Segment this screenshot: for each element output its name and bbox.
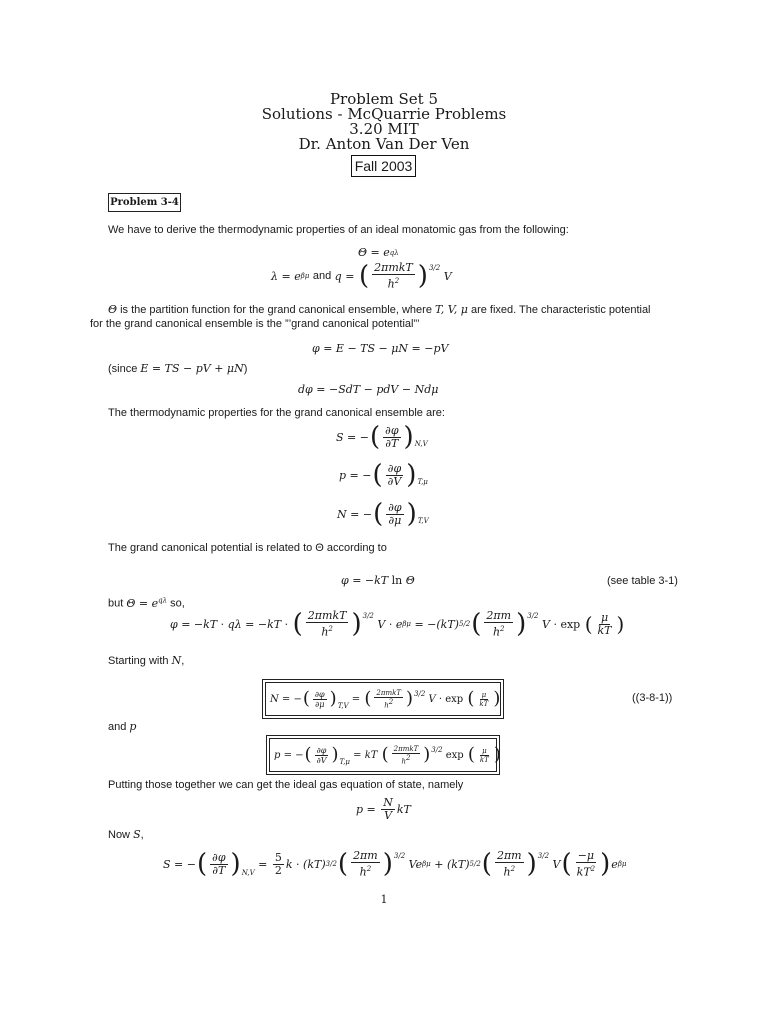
together-paragraph: Putting those together we can get the ideal gas equation of state, namely — [108, 779, 464, 791]
equation-pressure-def: p = − ( $\frac{\partial\varphi}{\partial V}$ ) T,μ — [339, 460, 428, 490]
equation-ideal-gas: p = $\frac{N}{V}$ kT — [356, 796, 411, 822]
document-subtitle: Solutions - McQuarrie Problems — [261, 105, 507, 123]
intro-paragraph: We have to derive the thermodynamic properties of an ideal monatomic gas from the following: — [108, 224, 569, 236]
page-number: 1 — [380, 893, 388, 906]
grand-paragraph-line1: Θ is the partition function for the grand canonical ensemble, where T, V, μ are fixed. The characteristic potential — [108, 303, 651, 316]
equation-phi-expanded: φ = − kT · qλ = − kT · ( $\frac{\text{2πmkT}}{h^2}$ ) $^{3/2}$ V · e βμ = − (kT) 5/2 ( $\frac{2\pi m}{h^2}$ ) $^{3/2}$ V · exp ( $\frac{\mu}{kT}$ ) — [170, 609, 625, 640]
equation-p-result: p = − ( $\frac{\partial\varphi}{\partial V}$ ) T,μ = kT ( $\frac{\text{2πmkT}}{h^2}$ ) $^{3/2}$ exp ( $\frac{\mu}{kT}$ ) — [274, 744, 501, 766]
now-s-line: Now S, — [108, 828, 144, 841]
equation-lambda-q: λ = e βμ and q = ( $\frac{\text{2πmkT}}{h^2}$ ) $^{3/2}$ V — [271, 261, 452, 292]
equation-entropy-expanded: S = − ( $\frac{\partial\varphi}{\partial T}$ ) N,V = $\frac{5}{2}$ k · (kT) 3/2 ( $\frac{2\pi m}{h^2}$ ) $^{3/2}$ Ve βμ + (kT) 5/2 ( $\frac{2\pi m}{h^2}$ ) $^{3/2}$ V ( $\frac{-\mu}{kT^2}$ ) e βμ — [163, 849, 627, 880]
related-paragraph: The grand canonical potential is related to Θ according to — [108, 542, 387, 554]
term-box: Fall 2003 — [351, 155, 416, 177]
equation-number-def: N = − ( $\frac{\partial\varphi}{\partial\mu}$ ) T,V — [337, 499, 429, 529]
table-reference: (see table 3-1) — [607, 575, 678, 587]
since-note: (since E = TS − pV + μN) — [108, 362, 248, 375]
equation-phi-definition: φ = E − TS − μN = − pV — [312, 342, 449, 355]
equation-reference: ((3-8-1)) — [632, 692, 673, 704]
author-name: Dr. Anton Van Der Ven — [298, 135, 470, 153]
equation-entropy-def: S = − ( $\frac{\partial\varphi}{\partial T}$ ) N,V — [336, 422, 428, 452]
but-line: but $\Theta = e^{q\lambda}$ so, — [108, 596, 185, 610]
course-number: 3.20 MIT — [349, 120, 419, 138]
starting-line: Starting with N, — [108, 654, 185, 667]
equation-n-result: N = − ( $\frac{\partial\varphi}{\partial\mu}$ ) T,V = ( $\frac{\text{2πmkT}}{h^2}$ ) $^{3/2}$ V · exp ( $\frac{\mu}{kT}$ ) — [270, 688, 501, 710]
equation-phi-ln-theta: φ = − kT ln Θ — [341, 574, 415, 587]
equation-dphi: dφ = − SdT − pdV − Ndμ — [298, 383, 439, 396]
and-word: and — [312, 270, 332, 283]
problem-label: Problem 3-4 — [108, 193, 181, 212]
and-p-line: and p — [108, 720, 137, 733]
document-title: Problem Set 5 — [329, 90, 439, 108]
properties-paragraph: The thermodynamic properties for the grand canonical ensemble are: — [108, 407, 445, 419]
grand-paragraph-line2: for the grand canonical ensemble is the ”’grand canonical potential”’ — [90, 318, 420, 330]
equation-theta: Θ = e qλ — [358, 246, 399, 259]
